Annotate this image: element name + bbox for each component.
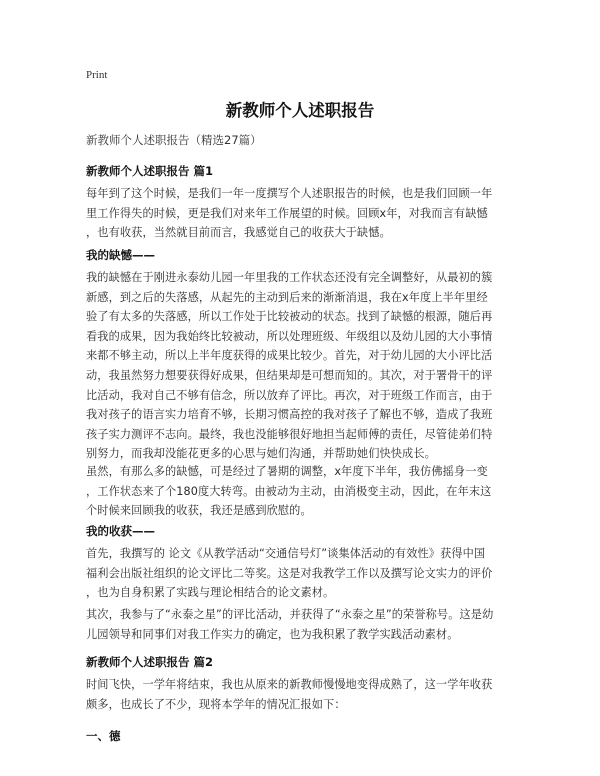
text-line: ，工作状态来了个180度大转弯。由被动为主动，由消极变主动，因此，在年末这 [86,484,492,498]
text-line: 时间飞快，一学年将结束，我也从原来的新教师慢慢地变得成熟了，这一学年收获 [86,678,493,691]
text-line: 虽然，有那么多的缺憾，可是经过了暑期的调整，x年度下半年，我仿佛摇身一变 [86,465,488,478]
text-line: 别努力，而我却没能花更多的心思与她们沟通，并帮助她们快快成长。 [86,447,436,461]
text-line: 动，我虽然努力想要获得好成果，但结果却是可想而知的。其次，对于署骨干的评 [86,368,493,382]
text-line: 个时候来回顾我的收获，我还是感到欣慰的。 [86,504,312,518]
text-line: ，也为自身积累了实践与理论相结合的论文素材。 [86,586,335,600]
text-line: 来都不够主动，所以上半年度获得的成果比较少。首先，对于幼儿园的大小评比活 [86,349,493,363]
text-line: 福利会出版社组织的论文评比二等奖。这是对我教学工作以及撰写论文实力的评价 [86,566,493,580]
print-label: Print [86,69,108,81]
text-line: 孩子实力测评不志向。最终，我也没能够很好地担当起师傅的责任，尽管徒弟们特 [86,427,493,441]
text-line: 我对孩子的语言实力培育不够，长期习惯高控的我对孩子了解也不够，造成了我班 [86,408,493,422]
text-line: 我的缺憾在于刚进永泰幼儿园一年里我的工作状态还没有完全调整好，从最初的簇 [86,271,493,284]
section-heading-gains: 我的收获—— [86,524,155,538]
section-heading-shortcomings: 我的缺憾—— [86,248,155,262]
section-heading-part2: 新教师个人述职报告 篇2 [86,655,214,669]
text-line: 颇多，也成长了不少，现将本学年的情况汇报如下： [86,697,346,711]
section-heading-virtue: 一、德 [86,729,121,743]
document-title: 新教师个人述职报告 [225,101,375,120]
paragraph-turnaround [86,462,516,521]
paragraph-gains-1 [86,544,516,603]
text-line: 验了有太多的失落感，所以工作处于比较被动的状态。找到了缺憾的根源，随后再 [86,310,493,324]
paragraph-intro [86,184,516,243]
text-line: 比活动，我对自己不够有信念，所以放弃了评比。再次，对于班级工作而言，由于 [86,388,493,402]
text-line: 儿园领导和同事们对我工作实力的确定，也为我积累了教学实践活动素材。 [86,627,459,641]
text-line: 其次，我参与了“永泰之星”的评比活动，并获得了“永泰之星”的荣誉称号。这是幼 [86,608,494,621]
paragraph-part2-intro [86,675,516,714]
paragraph-shortcomings [86,268,516,464]
paragraph-gains-2 [86,605,516,644]
text-line: 每年到了这个时候，是我们一年一度撰写个人述职报告的时候，也是我们回顾一年 [86,187,493,200]
text-line: ，也有收获，当然就目前而言，我感觉自己的收获大于缺憾。 [86,226,391,240]
text-line: 首先，我撰写的 论文《从教学活动“交通信号灯”谈集体活动的有效性》获得中国 [86,547,486,560]
text-line: 看我的成果，因为我始终比较被动，所以处理班级、年级组以及幼儿园的大小事情 [86,329,493,343]
text-line: 里工作得失的时候，更是我们对来年工作展望的时候。回顾x年，对我而言有缺憾 [86,206,488,220]
text-line: 新感，到之后的失落感，从起先的主动到后来的渐渐消退，我在x年度上半年里经 [86,290,488,304]
section-heading-part1: 新教师个人述职报告 篇1 [86,164,214,178]
document-subtitle: 新教师个人述职报告（精选27篇） [86,133,262,147]
